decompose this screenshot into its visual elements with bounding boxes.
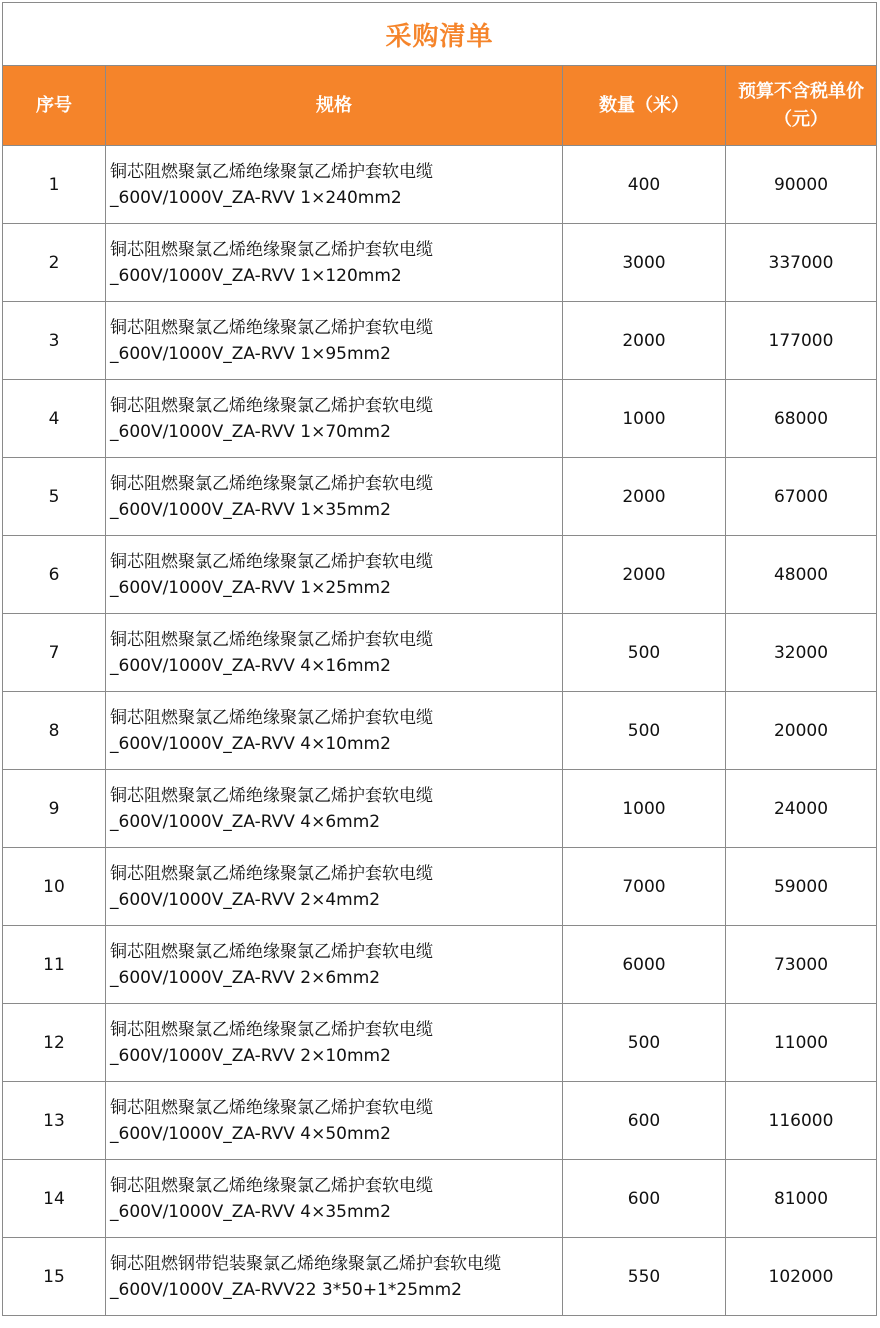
- row-index: 8: [3, 692, 106, 770]
- row-spec-line1: 铜芯阻燃聚氯乙烯绝缘聚氯乙烯护套软电缆: [110, 707, 433, 728]
- row-spec-line1: 铜芯阻燃聚氯乙烯绝缘聚氯乙烯护套软电缆: [110, 863, 433, 884]
- header-price-line2: （元）: [774, 108, 828, 130]
- table-row: [3, 614, 877, 692]
- row-spec-line1: 铜芯阻燃钢带铠装聚氯乙烯绝缘聚氯乙烯护套软电缆: [110, 1253, 501, 1274]
- table-row: [3, 1160, 877, 1238]
- row-price: 337000: [726, 224, 877, 302]
- row-spec-line1: 铜芯阻燃聚氯乙烯绝缘聚氯乙烯护套软电缆: [110, 941, 433, 962]
- row-spec-line1: 铜芯阻燃聚氯乙烯绝缘聚氯乙烯护套软电缆: [110, 785, 433, 806]
- row-quantity: 2000: [563, 536, 726, 614]
- row-price: 90000: [726, 146, 877, 224]
- row-spec-line1: 铜芯阻燃聚氯乙烯绝缘聚氯乙烯护套软电缆: [110, 629, 433, 650]
- header-spec: 规格: [106, 66, 563, 146]
- row-index: 1: [3, 146, 106, 224]
- table-row: [3, 302, 877, 380]
- row-spec-line2: _600V/1000V_ZA-RVV 1×35mm2: [110, 499, 391, 520]
- row-spec: [106, 146, 563, 224]
- row-index: 7: [3, 614, 106, 692]
- row-index: 10: [3, 848, 106, 926]
- row-price: 177000: [726, 302, 877, 380]
- row-quantity: 600: [563, 1082, 726, 1160]
- row-spec-line1: 铜芯阻燃聚氯乙烯绝缘聚氯乙烯护套软电缆: [110, 317, 433, 338]
- row-spec-line2: _600V/1000V_ZA-RVV 1×240mm2: [110, 187, 402, 208]
- sheet-title: 采购清单: [3, 3, 877, 66]
- row-spec-line1: 铜芯阻燃聚氯乙烯绝缘聚氯乙烯护套软电缆: [110, 473, 433, 494]
- row-spec-line2: _600V/1000V_ZA-RVV 4×10mm2: [110, 733, 391, 754]
- table-row: [3, 1238, 877, 1316]
- row-spec: [106, 614, 563, 692]
- row-spec-line2: _600V/1000V_ZA-RVV 2×10mm2: [110, 1045, 391, 1066]
- row-spec-line1: 铜芯阻燃聚氯乙烯绝缘聚氯乙烯护套软电缆: [110, 1019, 433, 1040]
- row-spec-line1: 铜芯阻燃聚氯乙烯绝缘聚氯乙烯护套软电缆: [110, 1097, 433, 1118]
- header-index: 序号: [3, 66, 106, 146]
- row-price: 20000: [726, 692, 877, 770]
- row-quantity: 2000: [563, 302, 726, 380]
- procurement-table: [2, 2, 877, 1316]
- table-row: [3, 536, 877, 614]
- row-price: 81000: [726, 1160, 877, 1238]
- row-quantity: 500: [563, 1004, 726, 1082]
- row-index: 4: [3, 380, 106, 458]
- table-row: [3, 692, 877, 770]
- row-price: 73000: [726, 926, 877, 1004]
- row-price: 32000: [726, 614, 877, 692]
- row-quantity: 1000: [563, 770, 726, 848]
- row-price: 48000: [726, 536, 877, 614]
- row-index: 6: [3, 536, 106, 614]
- row-spec: [106, 224, 563, 302]
- row-index: 15: [3, 1238, 106, 1316]
- row-quantity: 600: [563, 1160, 726, 1238]
- row-index: 11: [3, 926, 106, 1004]
- table-row: [3, 380, 877, 458]
- row-quantity: 1000: [563, 380, 726, 458]
- header-quantity: 数量（米）: [563, 66, 726, 146]
- row-index: 13: [3, 1082, 106, 1160]
- row-quantity: 6000: [563, 926, 726, 1004]
- header-price-line1: 预算不含税单价: [738, 80, 864, 102]
- row-quantity: 2000: [563, 458, 726, 536]
- row-price: 59000: [726, 848, 877, 926]
- row-spec: [106, 1082, 563, 1160]
- table-row: [3, 770, 877, 848]
- row-quantity: 400: [563, 146, 726, 224]
- row-spec-line2: _600V/1000V_ZA-RVV 1×95mm2: [110, 343, 391, 364]
- row-price: 116000: [726, 1082, 877, 1160]
- row-spec: [106, 926, 563, 1004]
- row-spec: [106, 1004, 563, 1082]
- row-spec-line2: _600V/1000V_ZA-RVV 4×16mm2: [110, 655, 391, 676]
- row-quantity: 7000: [563, 848, 726, 926]
- row-quantity: 500: [563, 692, 726, 770]
- row-spec-line1: 铜芯阻燃聚氯乙烯绝缘聚氯乙烯护套软电缆: [110, 551, 433, 572]
- row-spec-line1: 铜芯阻燃聚氯乙烯绝缘聚氯乙烯护套软电缆: [110, 395, 433, 416]
- row-spec: [106, 692, 563, 770]
- row-spec-line1: 铜芯阻燃聚氯乙烯绝缘聚氯乙烯护套软电缆: [110, 239, 433, 260]
- row-spec-line2: _600V/1000V_ZA-RVV 4×50mm2: [110, 1123, 391, 1144]
- table-row: [3, 848, 877, 926]
- row-index: 12: [3, 1004, 106, 1082]
- row-spec-line1: 铜芯阻燃聚氯乙烯绝缘聚氯乙烯护套软电缆: [110, 1175, 433, 1196]
- table-row: [3, 926, 877, 1004]
- row-quantity: 3000: [563, 224, 726, 302]
- row-spec: [106, 536, 563, 614]
- row-spec-line2: _600V/1000V_ZA-RVV22 3*50+1*25mm2: [110, 1279, 462, 1300]
- row-index: 5: [3, 458, 106, 536]
- row-spec-line2: _600V/1000V_ZA-RVV 2×6mm2: [110, 967, 381, 988]
- row-price: 67000: [726, 458, 877, 536]
- table-row: [3, 1004, 877, 1082]
- row-index: 2: [3, 224, 106, 302]
- row-price: 102000: [726, 1238, 877, 1316]
- row-spec-line2: _600V/1000V_ZA-RVV 4×6mm2: [110, 811, 381, 832]
- row-spec: [106, 1160, 563, 1238]
- table-row: [3, 224, 877, 302]
- table-row: [3, 1082, 877, 1160]
- row-spec-line2: _600V/1000V_ZA-RVV 1×70mm2: [110, 421, 391, 442]
- row-price: 11000: [726, 1004, 877, 1082]
- row-quantity: 500: [563, 614, 726, 692]
- row-spec: [106, 770, 563, 848]
- row-spec: [106, 848, 563, 926]
- row-quantity: 550: [563, 1238, 726, 1316]
- table-body: [3, 146, 877, 1316]
- procurement-sheet: [2, 2, 876, 1316]
- row-spec-line2: _600V/1000V_ZA-RVV 1×120mm2: [110, 265, 402, 286]
- row-spec: [106, 380, 563, 458]
- row-price: 68000: [726, 380, 877, 458]
- row-index: 3: [3, 302, 106, 380]
- row-spec-line2: _600V/1000V_ZA-RVV 1×25mm2: [110, 577, 391, 598]
- row-spec-line1: 铜芯阻燃聚氯乙烯绝缘聚氯乙烯护套软电缆: [110, 161, 433, 182]
- row-price: 24000: [726, 770, 877, 848]
- header-row: [3, 66, 877, 146]
- table-row: [3, 458, 877, 536]
- row-spec-line2: _600V/1000V_ZA-RVV 2×4mm2: [110, 889, 381, 910]
- header-price: [726, 66, 877, 146]
- row-index: 14: [3, 1160, 106, 1238]
- row-index: 9: [3, 770, 106, 848]
- row-spec: [106, 302, 563, 380]
- row-spec: [106, 458, 563, 536]
- row-spec-line2: _600V/1000V_ZA-RVV 4×35mm2: [110, 1201, 391, 1222]
- table-row: [3, 146, 877, 224]
- row-spec: [106, 1238, 563, 1316]
